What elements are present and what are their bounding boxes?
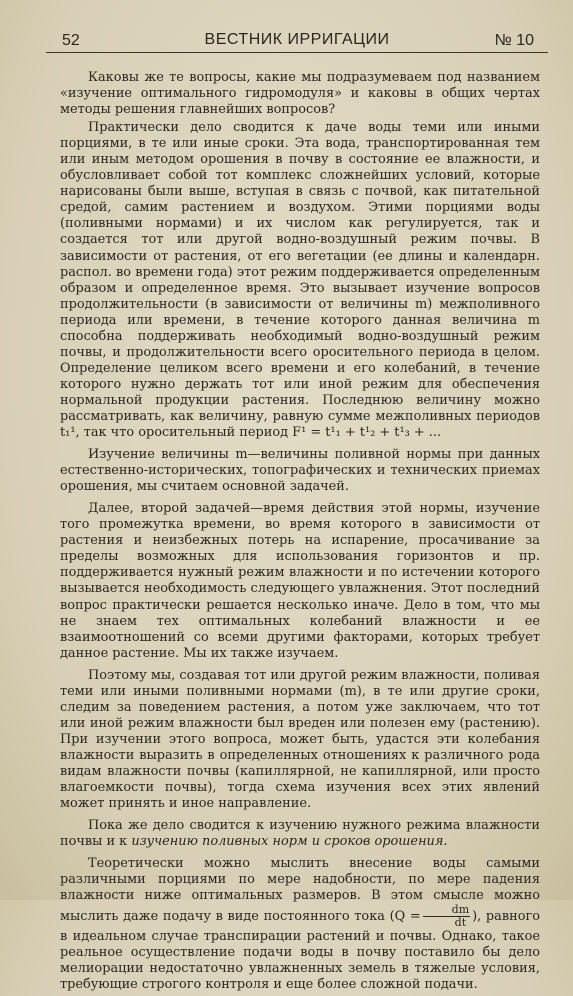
paragraph-6-text: Пока же дело сводится к изучению нужного режима влажности почвы и к [60,818,540,850]
paragraph-7-before: Теоретически можно мыслить внесение воды самыми различными порциями по мере надобности, по мере падения влажности ниже оптимальных размеров. В этом смысле можно мыслить даже подачу в виде постоянного тока (Q = [60,856,540,925]
paragraph-1: Каковы же те вопросы, какие мы подразумеваем под названием «изучение оптимального гидромодуля» и каковы в общих чертах методы решения главнейших вопросов? [60,70,540,118]
paragraph-7-after: ), равного в идеальном случае транспирации растений и почвы. Однако, такое реальное осуществление подачи воды в почву поставило бы дело мелиорации недостаточно увлажненных земель в тяжелые условия, требующие строгого контроля и еще более сложной подачи. [60,909,540,993]
running-header [46,30,548,53]
page-number: 52 [62,32,80,49]
formula-numerator: dm [423,904,470,917]
issue-number: № 10 [494,32,534,49]
paragraph-4: Далее, второй задачей—время действия этой нормы, изучение того промежутка времени, во время которого в зависимости от растения и неизбежных потерь на испарение, просачивание за пределы возможных для использования горизонтов и пр. поддерживается нужный режим влажности и по истечении которого вызывается необходимость следующего увлажнения. Этот последний вопрос практически решается несколько иначе. Дело в том, что мы не знаем тех оптимальных колебаний влажности и ее взаимоотношений со всеми другими факторами, которых требует данное растение. Мы их также изучаем. [60,501,540,661]
paragraph-5: Поэтому мы, создавая тот или другой режим влажности, поливая теми или иными поливными нормами (m), в те или другие сроки, следим за поведением растения, а потом уже заключаем, что тот или иной режим влажности был вреден или полезен ему (растению). При изучении этого вопроса, может быть, удастся эти колебания влажности выразить в определенных отношениях к различного рода видам влажности почвы (капиллярной, не капиллярной, или просто влагоемкости почвы), тогда схема изучения всех этих явлений может принять и иное направление. [60,667,540,812]
article-body [60,70,540,996]
formula-fraction [423,904,470,929]
paragraph-7 [60,856,540,993]
paragraph-2: Практически дело сводится к даче воды теми или иными порциями, в те или иные сроки. Эта вода, транспортированная тем или иным методом орошения в почву в состояние ее влажности, и обусловливает собой тот комплекс сложнейших условий, которые нарисованы были выше, вступая в связь с почвой, как питательной средой, самим растением и воздухом. Этими порциями воды (поливными нормами) и их числом как регулируется, так и создается тот или другой водно-воздушный режим почвы. В зависимости от растения, от его вегетации (ее длины и календарн. распол. во времени года) этот режим поддерживается определенным образом и определенное время. Это вызывает изучение вопросов продолжительности (в зависимости от величины m) межполивного периода или времени, в течение которого данная величина m способна поддерживать необходимый водно-воздушный режим почвы, и продолжительности всего оросительного периода в целом. Определение целиком всего времени и его колебаний, в течение которого нужно держать тот или иной режим для обеспечения нормальной продукции растения. Последнюю величину можно рассматривать, как величину, равную сумме межполивных периодов t₁¹, так что оросительный период F¹ = t¹₁ + t¹₂ + t¹₃ + ... [60,120,540,441]
journal-title: ВЕСТНИК ИРРИГАЦИИ [204,31,390,48]
paragraph-3: Изучение величины m—величины поливной нормы при данных естественно-исторических, топографических и технических приемах орошения, мы считаем основной задачей. [60,447,540,495]
formula-denominator: dt [454,916,467,930]
paragraph-6-emphasis: изучению поливных норм и сроков орошения. [131,834,448,850]
paragraph-6 [60,818,540,850]
